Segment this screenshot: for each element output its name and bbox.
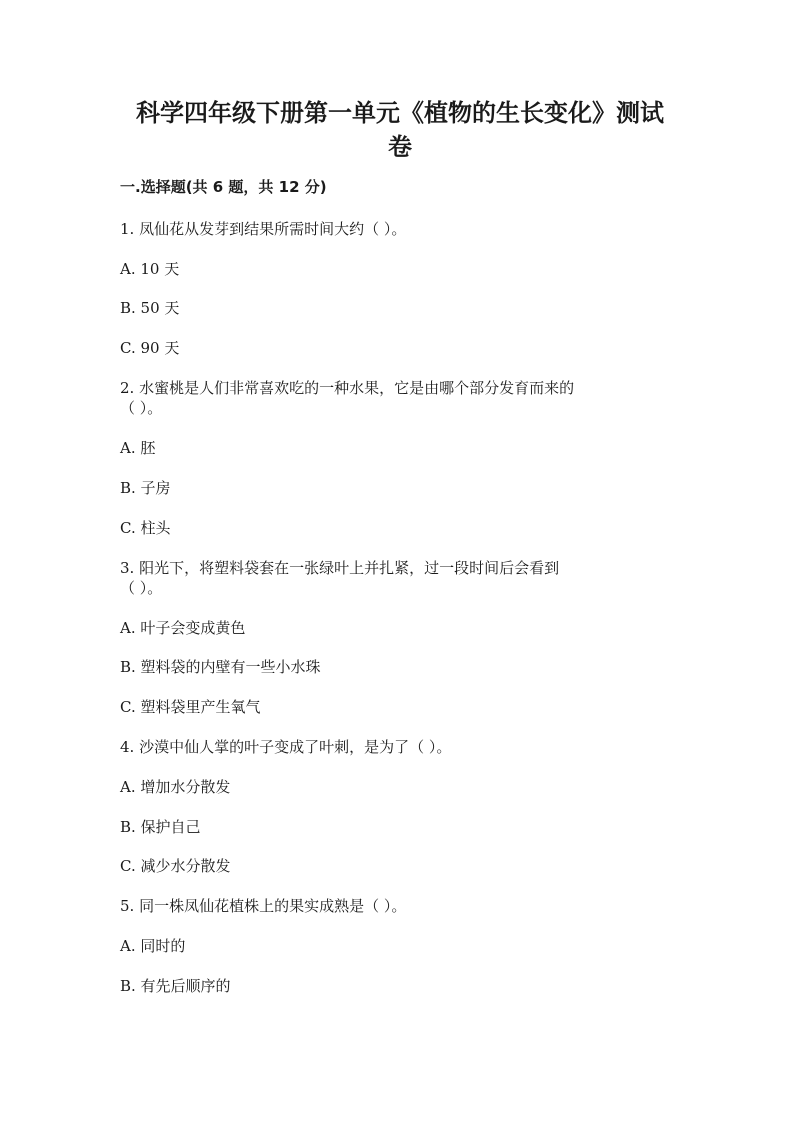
title-line-2: 卷 — [388, 133, 412, 161]
question-4-option-a: A. 增加水分散发 — [120, 778, 231, 796]
question-1-stem: 1. 凤仙花从发芽到结果所需时间大约（ ）。 — [120, 220, 407, 238]
title-line-1: 科学四年级下册第一单元《植物的生长变化》测试 — [136, 99, 664, 127]
question-5-option-a: A. 同时的 — [120, 937, 186, 955]
question-3-option-b: B. 塑料袋的内壁有一些小水珠 — [120, 658, 321, 676]
question-5-option-b: B. 有先后顺序的 — [120, 977, 231, 995]
question-4-stem: 4. 沙漠中仙人掌的叶子变成了叶刺，是为了（ ）。 — [120, 738, 452, 756]
question-5-stem: 5. 同一株凤仙花植株上的果实成熟是（ ）。 — [120, 897, 407, 915]
question-1-option-c: C. 90 天 — [120, 339, 180, 357]
question-4-option-b: B. 保护自己 — [120, 818, 201, 836]
question-2-stem-line-1: 2. 水蜜桃是人们非常喜欢吃的一种水果，它是由哪个部分发育而来的 — [120, 379, 575, 397]
question-2-stem-line-2: （ ）。 — [120, 399, 163, 417]
question-3-option-a: A. 叶子会变成黄色 — [120, 619, 246, 637]
question-3-stem-line-1: 3. 阳光下，将塑料袋套在一张绿叶上并扎紧，过一段时间后会看到 — [120, 559, 560, 577]
question-1-option-b: B. 50 天 — [120, 299, 180, 317]
question-1-option-a: A. 10 天 — [120, 260, 180, 278]
question-4-option-c: C. 减少水分散发 — [120, 857, 231, 875]
question-2-option-c: C. 柱头 — [120, 519, 171, 537]
section-heading: 一.选择题(共 6 题，共 12 分) — [120, 178, 327, 196]
question-3-option-c: C. 塑料袋里产生氧气 — [120, 698, 261, 716]
question-3-stem-line-2: （ ）。 — [120, 579, 163, 597]
page-title — [110, 96, 690, 164]
question-2-option-b: B. 子房 — [120, 479, 171, 497]
question-2-option-a: A. 胚 — [120, 439, 156, 457]
